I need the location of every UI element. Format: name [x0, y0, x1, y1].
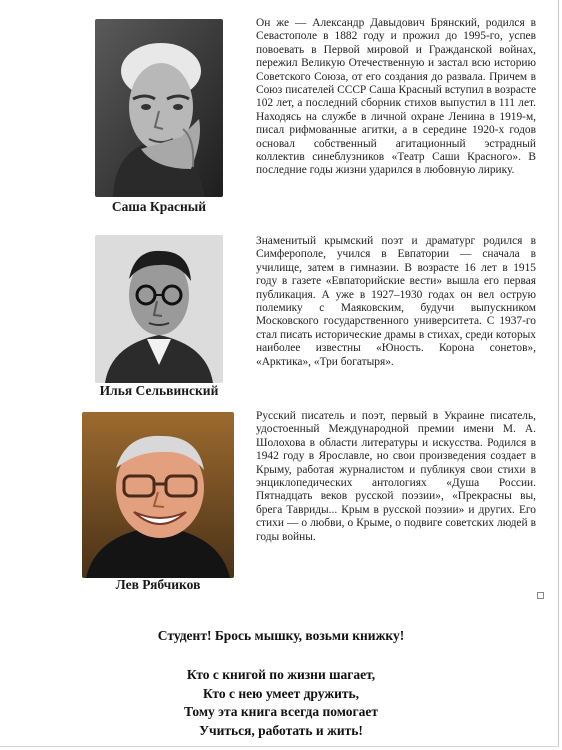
- author-name: Саша Красный: [111, 199, 207, 214]
- author-bio: Знаменитый крымский поэт и драматург родился в Симферополе, учился в Евпатории — сначала в училище, затем в гимназии. В возрасте 16 лет в 1915 году в газете «Евпаторийские вести» вышла его первая публикация. А уже в 1927–1930 годах он вел острую полемику с Маяковским, будучи выпускником Московского государственного университета. С 1937-го стал писать исторические драмы в стихах, среди которых наиболее известны «Юность. Корона сонетов», «Арктика», «Три богатыря».: [256, 235, 536, 368]
- verse-line: Тому эта книга всегда помогает: [183, 704, 379, 719]
- author-name: Илья Сельвинский: [99, 383, 219, 398]
- author-bio: Русский писатель и поэт, первый в Украине писатель, удостоенный Международной премии имени М. А. Шолохова в области литературы и искусства. Родился в 1942 году в Ярославле, но свои произведения создает в Крыму, работая журналистом и публикуя свои стихи в энциклопедических антологиях «Душа России. Пятнадцать веков русской поэзии», «Прекрасны вы, брега Тавриды... Крым в русской поэзии» и других. Его стихи — о любви, о Крыме, о подвиге советских людей в годы войны.: [256, 410, 536, 543]
- verse-line: Кто с книгой по жизни шагает,: [186, 667, 376, 682]
- slogan: Студент! Брось мышку, возьми книжку!: [157, 628, 405, 643]
- portrait-lev-ryabchikov: [82, 412, 234, 578]
- portrait-sasha-krasny: [95, 19, 223, 197]
- paragraph-marker: [537, 592, 544, 599]
- verse-line: Кто с нею умеет дружить,: [202, 685, 360, 701]
- author-name: Лев Рябчиков: [115, 577, 201, 592]
- verse-line: Учиться, работать и жить!: [199, 722, 363, 738]
- verse: [0, 666, 562, 740]
- author-bio: Он же — Александр Давыдович Брянский, родился в Севастополе в 1882 году и прожил до 1995-го, успев повоевать в Первой мировой и Гражданской войнах, пережил Великую Отечественную и застал всю историю Советского Союза, от его создания до развала. Причем в Союз писателей СССР Саша Красный вступил в возрасте 102 лет, а последний сборник стихов выпустил в 111 лет. Находясь на службе в личной охране Ленина в 1919-м, писал рифмованные агитки, а в середине 1920-х годов основал собственный агитационный эстрадный коллектив синеблузников «Театр Саши Красного». В последние годы жизни ударился в любовную лирику.: [256, 17, 536, 177]
- portrait-ilya-selvinsky: [95, 235, 223, 383]
